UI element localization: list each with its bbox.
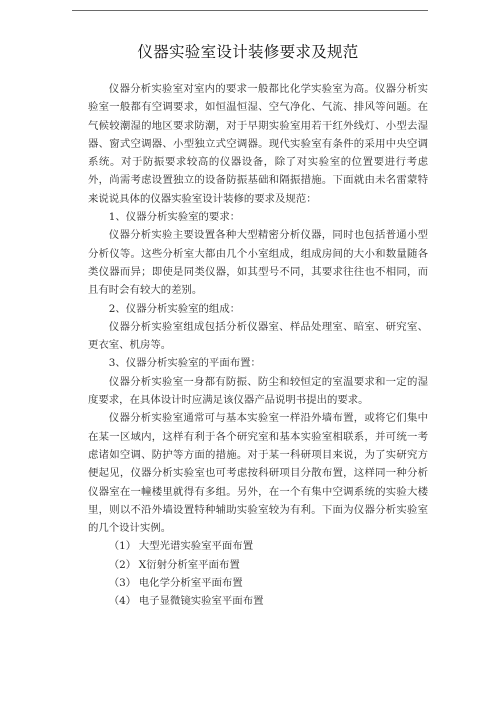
list-item-text: 电子显微镜实验室平面布置 [138,595,264,608]
list-item-number: （3） [108,577,137,590]
section-heading-1: 1、仪器分析实验室的要求： [108,211,241,224]
intro-paragraph: 仪器分析实验室对室内的要求一般都比化学实验室为高。仪器分析实验室一般都有空调要求，如恒温恒湿、空气净化、气流、排风等问题。在气候较潮湿的地区要求防潮，对于早期实验室用若干红外线灯、小型去湿器、窗式空调器、小型独立式空调器。现代实验室有条件的采用中央空调系统。对于防振要求较高的仪器设备，除了对实验室的位置要进行考虑外，尚需考虑设置独立的设备防振基础和隔振措施。下面就由未名雷蒙特来说说具体的仪器实验室设计装修的要求及规范： [88,83,428,205]
document-body [88,80,428,611]
section-1-paragraph: 仪器分析实验主要设置各种大型精密分析仪器，同时也包括普通小型分析仪等。这些分析室大都由几个小室组成，组成房间的大小和数量随各类仪器而异；即使是同类仪器，如其型号不同，其要求往往也不相同，而且有时会有较大的差别。 [88,229,428,297]
list-item-number: （4） [108,595,137,608]
section-3-paragraph-b: 仪器分析实验室通常可与基本实验室一样沿外墙布置，或将它们集中在某一区域内，这样有利于各个研究室和基本实验室相联系，并可统一考虑诸如空调、防护等方面的措施。对于某一科研项目来说，为了实研究方便起见，仪器分析实验室也可考虑按科研项目分散布置，这样同一种分析仪器室在一幢楼里就得有多组。另外，在一个有集中空调系统的实验大楼里，则以不沿外墙设置特种辅助实验室较为有利。下面为仪器分析实验室的几个设计实例。 [88,412,428,535]
list-item [88,556,428,574]
list-item-number: （1） [108,540,137,553]
section-heading-3: 3、仪器分析实验室的平面布置： [108,357,261,370]
list-item-number: （2） [108,558,137,571]
list-item-text: 电化学分析室平面布置 [138,577,243,590]
document-title: 仪器实验室设计装修要求及规范 [137,43,359,61]
list-item-text: 大型光谱实验室平面布置 [138,540,254,553]
list-item [88,537,428,555]
list-item [88,592,428,610]
section-3-paragraph-a: 仪器分析实验室一身都有防振、防尘和较恒定的室温要求和一定的湿度要求，在具体设计时应满足该仪器产品说明书提出的要求。 [88,375,428,407]
section-heading-2: 2、仪器分析实验室的组成： [108,302,241,315]
section-2-paragraph: 仪器分析实验室组成包括分析仪器室、样品处理室、暗室、研究室、更衣室、机房等。 [88,320,428,352]
header-rule [72,10,428,11]
list-item [88,574,428,592]
list-item-text: X衍射分析室平面布置 [138,558,240,571]
